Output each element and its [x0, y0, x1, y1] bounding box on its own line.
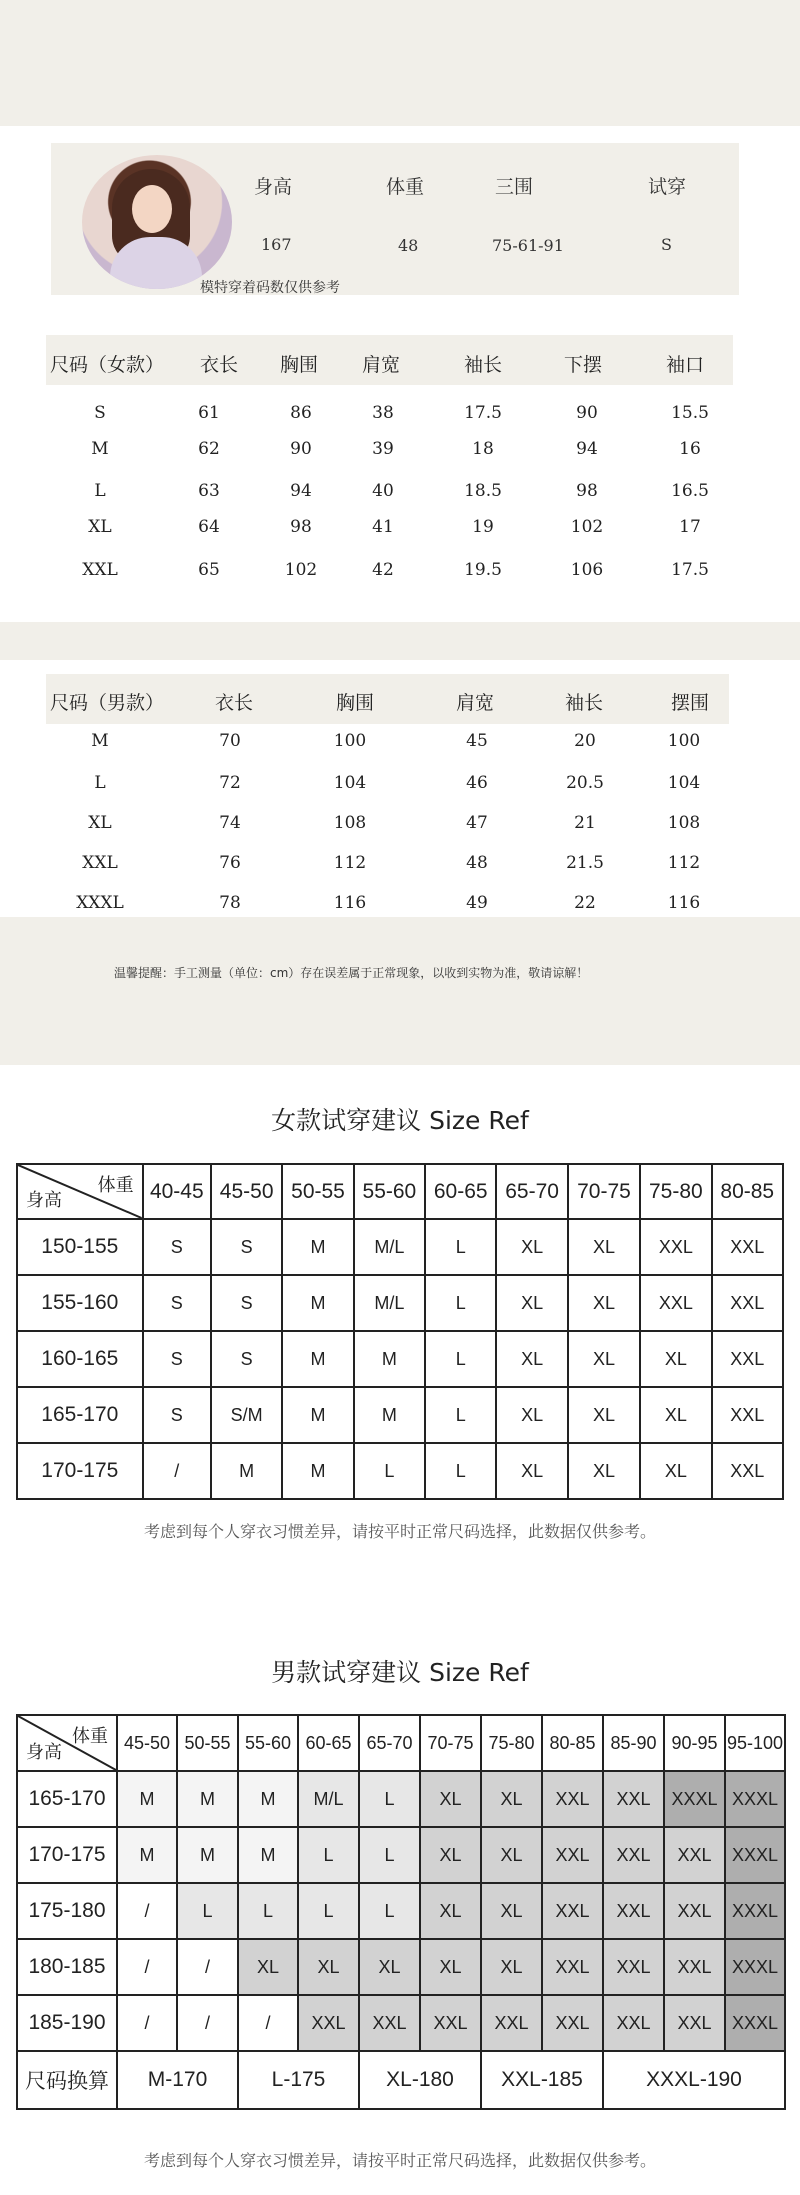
men-ref-weight-header: 85-90 [603, 1715, 664, 1771]
men-table-header: 尺码（男款） [50, 692, 165, 714]
middle-band [0, 622, 800, 660]
men-ref-size-cell: XL [481, 1939, 542, 1995]
women-table-cell: 94 [290, 481, 312, 501]
men-ref-weight-header: 55-60 [238, 1715, 298, 1771]
men-ref-size-cell: XL [481, 1771, 542, 1827]
men-ref-conversion-cell: L-175 [238, 2051, 359, 2109]
women-ref-size-cell: M/L [354, 1275, 425, 1331]
women-ref-size-cell: S [211, 1331, 282, 1387]
women-table-cell: 64 [198, 517, 220, 537]
men-table-header: 衣长 [215, 692, 254, 714]
men-table-cell: 100 [333, 731, 367, 751]
men-table-header: 摆围 [671, 692, 710, 714]
women-table-cell: L [94, 481, 106, 501]
men-ref-size-cell: XL [420, 1827, 481, 1883]
women-table-cell: 98 [576, 481, 598, 501]
men-ref-size-cell: XXXL [725, 1995, 785, 2051]
women-ref-size-cell: XXL [640, 1275, 711, 1331]
men-table-cell: 21 [574, 813, 596, 833]
men-ref-corner-height: 身高 [26, 1742, 62, 1762]
women-ref-height-header: 160-165 [17, 1331, 143, 1387]
men-table-cell: 20.5 [566, 773, 604, 793]
men-ref-size-cell: L [359, 1827, 420, 1883]
men-ref-size-cell: L [359, 1771, 420, 1827]
men-table-cell: 46 [466, 773, 488, 793]
men-ref-size-cell: XL [420, 1771, 481, 1827]
women-ref-size-cell: XL [496, 1443, 567, 1499]
women-table-cell: 63 [198, 481, 220, 501]
men-ref-title: 男款试穿建议 Size Ref [271, 1658, 529, 1687]
men-table-cell: 108 [667, 813, 701, 833]
women-table-cell: 102 [570, 517, 604, 537]
men-table-cell: 112 [333, 853, 367, 873]
women-ref-size-cell: / [143, 1443, 211, 1499]
men-ref-size-cell: M [238, 1827, 298, 1883]
men-ref-weight-header: 95-100 [725, 1715, 785, 1771]
women-table-cell: 15.5 [671, 403, 709, 423]
men-ref-size-cell: L [359, 1883, 420, 1939]
women-table-cell: 16 [679, 439, 701, 459]
women-table-cell: 106 [570, 560, 604, 580]
women-ref-size-cell: L [354, 1443, 425, 1499]
men-ref-size-cell: XXXL [725, 1939, 785, 1995]
men-table-cell: 20 [574, 731, 596, 751]
model-header-size: 试穿 [648, 176, 687, 198]
men-ref-size-cell: / [117, 1883, 177, 1939]
men-ref-size-cell: XL [481, 1827, 542, 1883]
men-table-cell: XXL [82, 853, 118, 873]
men-table-cell: 104 [667, 773, 701, 793]
women-ref-weight-header: 45-50 [211, 1164, 282, 1219]
men-ref-size-cell: L [298, 1827, 359, 1883]
women-ref-size-cell: S [211, 1275, 282, 1331]
men-table-header: 肩宽 [456, 692, 495, 714]
men-table-cell: 21.5 [566, 853, 604, 873]
men-ref-size-cell: / [177, 1939, 238, 1995]
men-ref-size-cell: XXL [664, 1939, 725, 1995]
men-table-cell: 100 [667, 731, 701, 751]
men-ref-size-cell: / [177, 1995, 238, 2051]
women-ref-size-cell: XL [640, 1387, 711, 1443]
women-ref-size-cell: XXL [712, 1387, 783, 1443]
women-ref-size-cell: S/M [211, 1387, 282, 1443]
women-table-cell: 65 [198, 560, 220, 580]
men-ref-size-cell: XL [420, 1939, 481, 1995]
women-ref-corner-weight: 体重 [97, 1175, 134, 1195]
model-photo [82, 155, 232, 289]
men-table-cell: 22 [574, 893, 596, 913]
women-size-ref-table [16, 1163, 784, 1500]
model-value-height: 167 [261, 235, 292, 254]
model-header-weight: 体重 [386, 176, 425, 198]
men-size-ref-table [16, 1714, 786, 2110]
men-table-cell: 76 [219, 853, 241, 873]
men-table-cell: 48 [466, 853, 488, 873]
men-ref-weight-header: 70-75 [420, 1715, 481, 1771]
women-table-cell: 90 [576, 403, 598, 423]
women-ref-size-cell: L [425, 1331, 496, 1387]
women-ref-size-cell: XL [640, 1331, 711, 1387]
men-table-cell: 116 [333, 893, 367, 913]
women-table-header: 肩宽 [362, 354, 401, 376]
men-ref-conversion-cell: M-170 [117, 2051, 238, 2109]
women-table-cell: 18.5 [464, 481, 502, 501]
women-ref-size-cell: XL [568, 1387, 640, 1443]
women-ref-size-cell: M [211, 1443, 282, 1499]
men-ref-footnote: 考虑到每个人穿衣习惯差异，请按平时正常尺码选择，此数据仅供参考。 [143, 2151, 656, 2170]
men-ref-size-cell: XXL [603, 1827, 664, 1883]
women-ref-size-cell: XL [496, 1331, 567, 1387]
men-ref-size-cell: XXL [664, 1883, 725, 1939]
women-ref-size-cell: XL [496, 1219, 567, 1275]
women-table-cell: M [91, 439, 109, 459]
men-ref-size-cell: L [238, 1883, 298, 1939]
women-ref-size-cell: XL [496, 1387, 567, 1443]
men-ref-conversion-cell: XL-180 [359, 2051, 481, 2109]
women-table-cell: 102 [284, 560, 318, 580]
men-ref-size-cell: M [117, 1827, 177, 1883]
women-table-cell: 19 [472, 517, 494, 537]
women-ref-size-cell: L [425, 1387, 496, 1443]
men-table-cell: 116 [667, 893, 701, 913]
women-table-cell: 17.5 [464, 403, 502, 423]
men-ref-weight-header: 90-95 [664, 1715, 725, 1771]
men-ref-size-cell: XXXL [664, 1771, 725, 1827]
women-ref-size-cell: S [143, 1219, 211, 1275]
men-ref-size-cell: XL [359, 1939, 420, 1995]
women-ref-size-cell: M [282, 1387, 353, 1443]
men-ref-size-cell: XXXL [725, 1883, 785, 1939]
women-table-cell: 18 [472, 439, 494, 459]
women-table-cell: 39 [372, 439, 394, 459]
men-ref-size-cell: XL [298, 1939, 359, 1995]
women-ref-weight-header: 80-85 [712, 1164, 783, 1219]
women-table-header: 袖长 [464, 354, 503, 376]
women-table-header: 胸围 [280, 354, 319, 376]
women-ref-weight-header: 65-70 [496, 1164, 567, 1219]
women-ref-size-cell: XL [496, 1275, 567, 1331]
women-table-cell: 94 [576, 439, 598, 459]
women-ref-weight-header: 70-75 [568, 1164, 640, 1219]
women-ref-height-header: 155-160 [17, 1275, 143, 1331]
men-ref-size-cell: XXL [542, 1827, 603, 1883]
women-ref-size-cell: M [354, 1387, 425, 1443]
women-ref-size-cell: M [282, 1443, 353, 1499]
women-ref-size-cell: XXL [640, 1219, 711, 1275]
men-table-header: 袖长 [565, 692, 604, 714]
men-ref-size-cell: L [177, 1883, 238, 1939]
women-ref-size-cell: XL [568, 1443, 640, 1499]
women-table-cell: 42 [372, 560, 394, 580]
model-note: 模特穿着码数仅供参考 [200, 280, 340, 296]
men-table-cell: 74 [219, 813, 241, 833]
women-ref-size-cell: XXL [712, 1219, 783, 1275]
men-table-cell: 78 [219, 893, 241, 913]
men-ref-weight-header: 50-55 [177, 1715, 238, 1771]
top-band [0, 0, 800, 126]
men-ref-size-cell: / [117, 1939, 177, 1995]
men-ref-corner-cell [17, 1715, 117, 1771]
men-ref-size-cell: XXL [481, 1995, 542, 2051]
women-ref-weight-header: 55-60 [354, 1164, 425, 1219]
men-ref-size-cell: XL [420, 1883, 481, 1939]
men-table-cell: XXXL [76, 893, 124, 913]
women-ref-size-cell: XL [568, 1219, 640, 1275]
men-ref-weight-header: 65-70 [359, 1715, 420, 1771]
men-ref-corner-weight: 体重 [72, 1726, 108, 1746]
women-ref-size-cell: M/L [354, 1219, 425, 1275]
men-ref-height-header: 165-170 [17, 1771, 117, 1827]
men-table-cell: M [91, 731, 109, 751]
tip-band [0, 917, 800, 1065]
women-table-cell: 61 [198, 403, 220, 423]
women-ref-height-header: 170-175 [17, 1443, 143, 1499]
women-ref-weight-header: 75-80 [640, 1164, 711, 1219]
women-ref-size-cell: XL [568, 1331, 640, 1387]
men-table-cell: 70 [219, 731, 241, 751]
women-ref-weight-header: 60-65 [425, 1164, 496, 1219]
men-ref-height-header: 170-175 [17, 1827, 117, 1883]
men-ref-weight-header: 75-80 [481, 1715, 542, 1771]
women-ref-size-cell: XXL [712, 1443, 783, 1499]
men-table-cell: 45 [466, 731, 488, 751]
men-ref-size-cell: XXL [542, 1883, 603, 1939]
women-ref-size-cell: M [354, 1331, 425, 1387]
men-ref-size-cell: XXL [603, 1883, 664, 1939]
women-table-cell: 19.5 [464, 560, 502, 580]
men-ref-size-cell: XXXL [725, 1771, 785, 1827]
men-ref-weight-header: 60-65 [298, 1715, 359, 1771]
women-table-cell: 62 [198, 439, 220, 459]
women-ref-size-cell: XXL [712, 1331, 783, 1387]
women-ref-size-cell: S [143, 1275, 211, 1331]
women-table-cell: 38 [372, 403, 394, 423]
men-ref-size-cell: L [298, 1883, 359, 1939]
men-ref-size-cell: XXL [603, 1995, 664, 2051]
women-ref-title: 女款试穿建议 Size Ref [271, 1106, 529, 1135]
women-ref-size-cell: L [425, 1275, 496, 1331]
men-ref-size-cell: XXXL [725, 1827, 785, 1883]
women-ref-size-cell: XXL [712, 1275, 783, 1331]
men-ref-height-header: 180-185 [17, 1939, 117, 1995]
women-ref-corner-cell [17, 1164, 143, 1219]
men-ref-weight-header: 80-85 [542, 1715, 603, 1771]
women-table-cell: 90 [290, 439, 312, 459]
men-ref-conversion-cell: XXXL-190 [603, 2051, 785, 2109]
men-ref-size-cell: M [177, 1771, 238, 1827]
men-ref-conversion-cell: XXL-185 [481, 2051, 603, 2109]
men-table-header: 胸围 [336, 692, 375, 714]
women-ref-size-cell: L [425, 1443, 496, 1499]
men-ref-size-cell: XXL [664, 1827, 725, 1883]
women-ref-size-cell: M [282, 1219, 353, 1275]
women-ref-weight-header: 40-45 [143, 1164, 211, 1219]
men-ref-size-cell: XXL [420, 1995, 481, 2051]
women-ref-size-cell: S [143, 1387, 211, 1443]
women-ref-size-cell: M [282, 1275, 353, 1331]
men-ref-size-cell: / [238, 1995, 298, 2051]
measurement-tip: 温馨提醒：手工测量（单位：cm）存在误差属于正常现象，以收到实物为准，敬请谅解！ [114, 966, 589, 980]
men-ref-size-cell: XXL [298, 1995, 359, 2051]
men-ref-height-header: 185-190 [17, 1995, 117, 2051]
men-table-cell: 47 [466, 813, 488, 833]
men-table-cell: L [94, 773, 106, 793]
women-table-cell: S [94, 403, 106, 423]
model-value-size: S [661, 235, 672, 254]
women-table-cell: 17 [679, 517, 701, 537]
men-ref-size-cell: XXL [542, 1771, 603, 1827]
men-ref-size-cell: XXL [603, 1771, 664, 1827]
men-ref-size-cell: XL [481, 1883, 542, 1939]
men-ref-height-header: 175-180 [17, 1883, 117, 1939]
men-ref-conversion-label: 尺码换算 [17, 2051, 117, 2109]
men-ref-size-cell: XXL [542, 1995, 603, 2051]
women-table-cell: XL [88, 517, 112, 537]
men-ref-weight-header: 45-50 [117, 1715, 177, 1771]
men-ref-size-cell: XXL [664, 1995, 725, 2051]
men-ref-size-cell: XL [238, 1939, 298, 1995]
men-ref-size-cell: XXL [542, 1939, 603, 1995]
men-table-cell: 108 [333, 813, 367, 833]
men-ref-size-cell: XXL [603, 1939, 664, 1995]
women-table-header: 尺码（女款） [50, 354, 165, 376]
men-ref-size-cell: M/L [298, 1771, 359, 1827]
men-ref-size-cell: / [117, 1995, 177, 2051]
women-ref-size-cell: S [211, 1219, 282, 1275]
women-table-cell: 40 [372, 481, 394, 501]
women-ref-size-cell: XL [568, 1275, 640, 1331]
model-header-height: 身高 [254, 176, 293, 198]
women-ref-size-cell: L [425, 1219, 496, 1275]
women-ref-height-header: 165-170 [17, 1387, 143, 1443]
women-table-cell: 17.5 [671, 560, 709, 580]
women-ref-height-header: 150-155 [17, 1219, 143, 1275]
women-table-cell: 16.5 [671, 481, 709, 501]
men-ref-size-cell: M [177, 1827, 238, 1883]
model-header-measure: 三围 [495, 176, 534, 198]
men-ref-size-cell: XXL [359, 1995, 420, 2051]
men-table-cell: 104 [333, 773, 367, 793]
women-table-cell: 41 [372, 517, 394, 537]
women-table-header: 下摆 [564, 354, 603, 376]
women-ref-weight-header: 50-55 [282, 1164, 353, 1219]
women-table-cell: XXL [82, 560, 118, 580]
women-ref-size-cell: S [143, 1331, 211, 1387]
women-ref-size-cell: XL [640, 1443, 711, 1499]
men-table-cell: 112 [667, 853, 701, 873]
men-ref-size-cell: M [117, 1771, 177, 1827]
model-value-measure: 75-61-91 [492, 236, 564, 255]
men-ref-size-cell: M [238, 1771, 298, 1827]
model-value-weight: 48 [398, 236, 419, 255]
women-table-cell: 86 [290, 403, 312, 423]
men-table-cell: 49 [466, 893, 488, 913]
women-ref-size-cell: M [282, 1331, 353, 1387]
women-table-header: 袖口 [666, 354, 705, 376]
women-table-cell: 98 [290, 517, 312, 537]
women-ref-footnote: 考虑到每个人穿衣习惯差异，请按平时正常尺码选择，此数据仅供参考。 [143, 1522, 656, 1541]
men-table-cell: 72 [219, 773, 241, 793]
women-ref-corner-height: 身高 [26, 1190, 62, 1210]
women-table-header: 衣长 [200, 354, 239, 376]
men-table-cell: XL [88, 813, 112, 833]
